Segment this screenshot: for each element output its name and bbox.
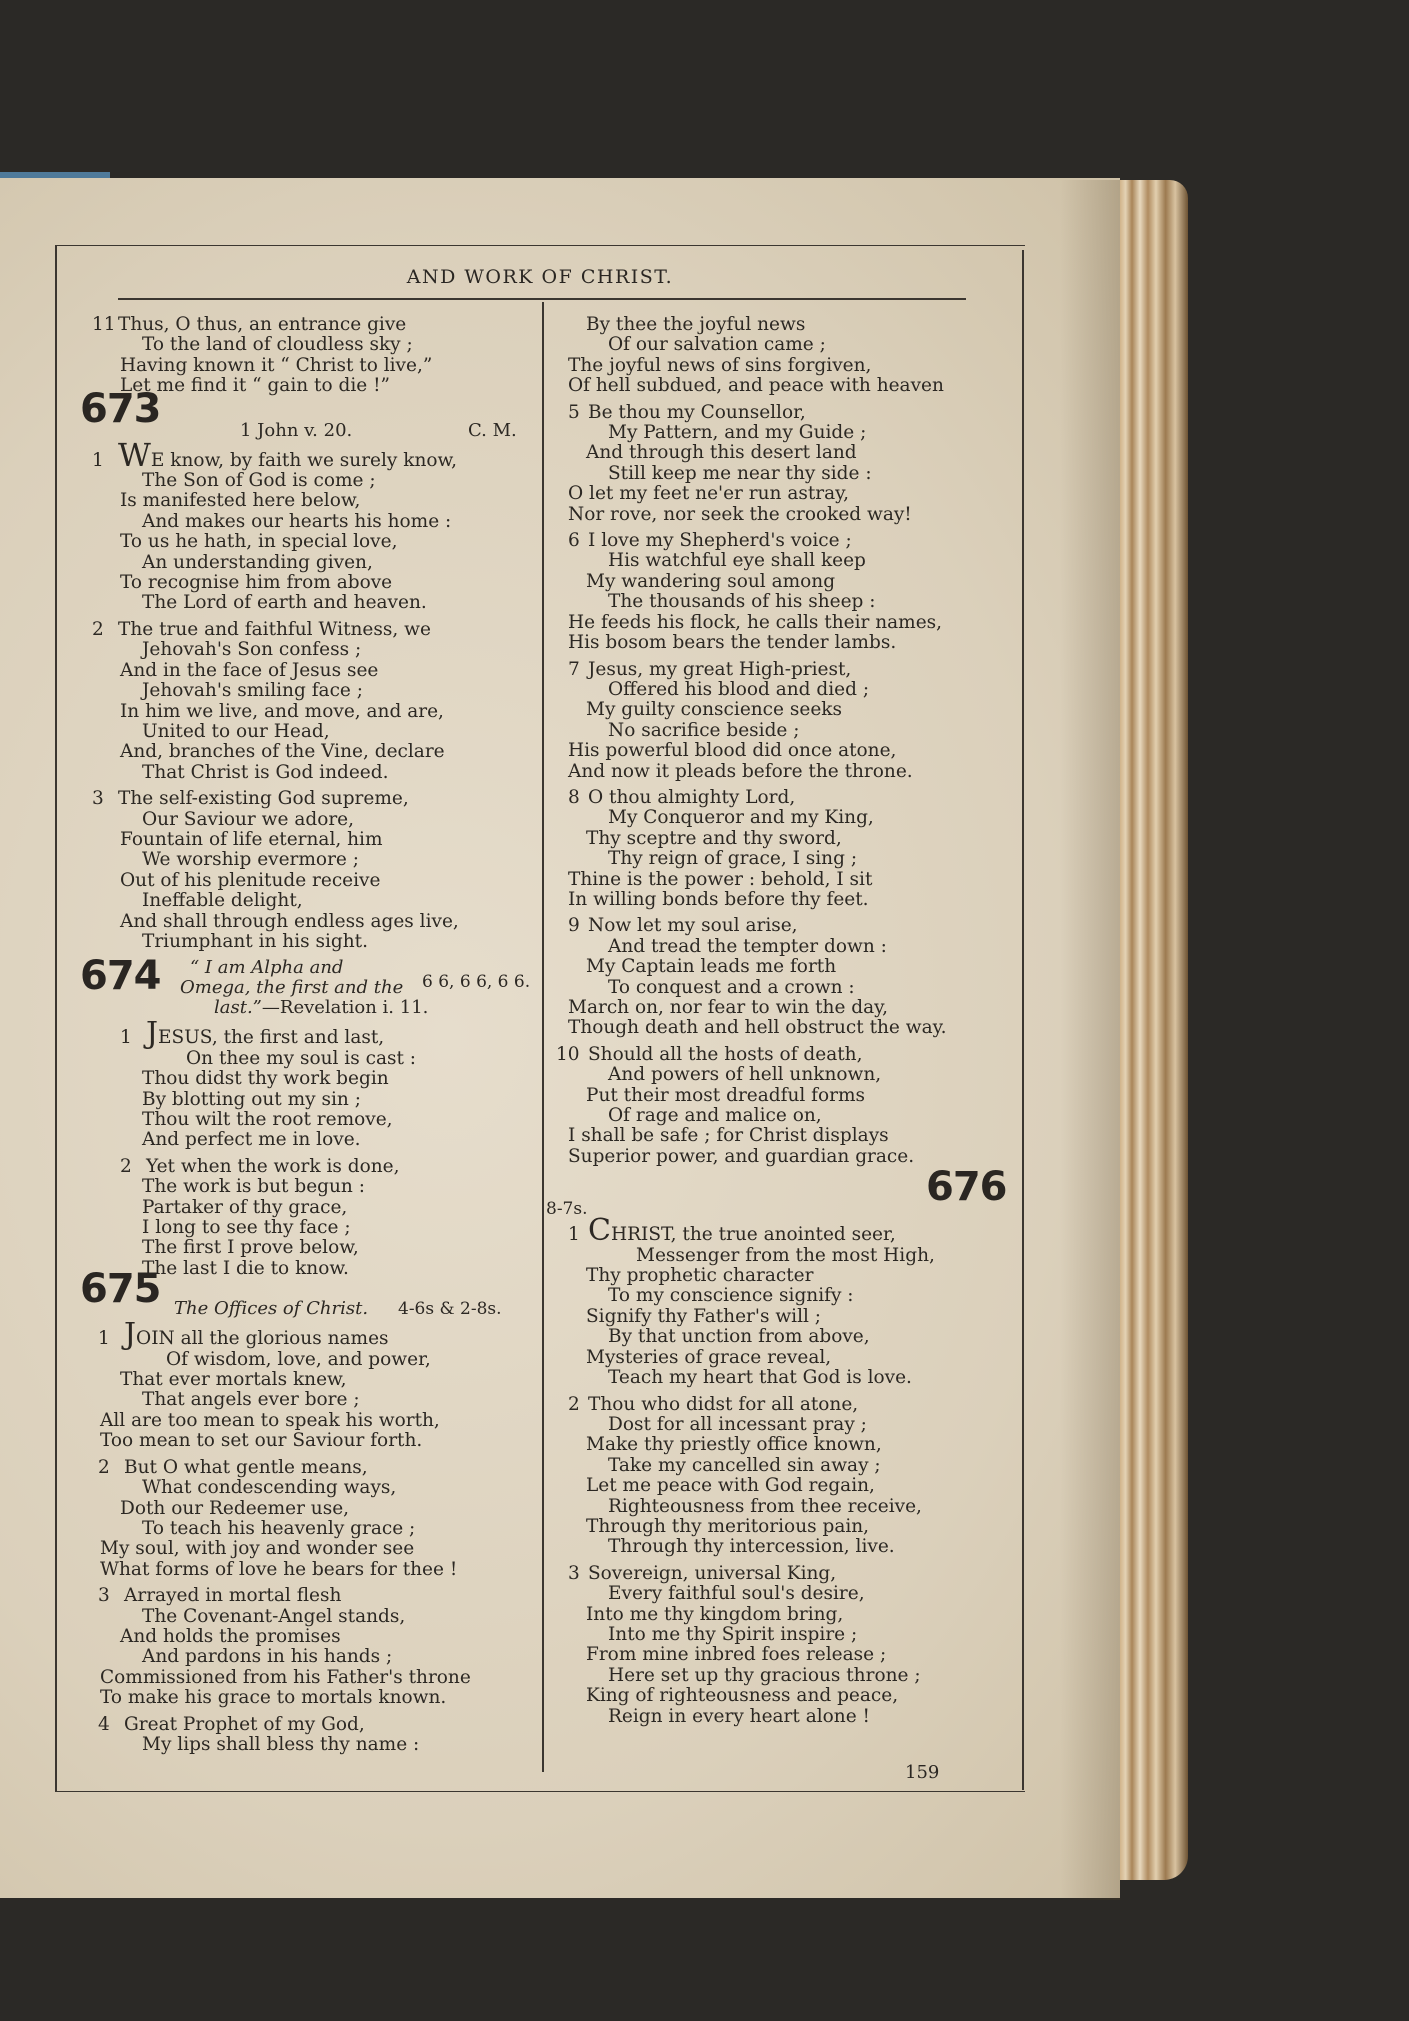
verse-line: To make his grace to mortals known. (100, 1687, 447, 1709)
verse-line: The work is but begun : (142, 1176, 365, 1198)
verse-line: United to our Head, (142, 720, 330, 742)
verse-first-line (80, 789, 540, 809)
verse-line: And now it pleads before the throne. (568, 760, 913, 782)
verse-number: 1 (92, 449, 104, 471)
verse-line: Superior power, and guardian grace. (568, 1145, 915, 1167)
verse-line: Of rage and malice on, (608, 1105, 822, 1127)
verse-line: The last I die to know. (142, 1257, 349, 1279)
verse-line: Righteousness from thee receive, (608, 1495, 922, 1517)
verse-line: O let my feet ne'er run astray, (568, 483, 850, 505)
hymn-673-verse-1 (80, 435, 540, 614)
left-column (80, 315, 540, 1761)
verse-line: The joyful news of sins forgiven, (568, 354, 872, 376)
hymn-meter: 8-7s. (546, 1199, 588, 1220)
verse-line: Doth our Redeemer use, (120, 1497, 350, 1519)
hymn-675-verse-2 (80, 1458, 540, 1580)
verse-line: We worship evermore ; (142, 849, 359, 871)
verse-first-line (556, 1213, 1006, 1249)
verse-first-line (80, 1715, 540, 1735)
verse-first-line (80, 435, 540, 474)
verse-number: 3 (98, 1585, 110, 1607)
verse-line: Jehovah's smiling face ; (142, 680, 363, 702)
verse-line: To conquest and a crown : (608, 976, 855, 998)
page-frame-right (1022, 250, 1024, 1790)
verse-line: Of wisdom, love, and power, (166, 1348, 431, 1370)
verse-line: He feeds his flock, he calls their names, (568, 611, 943, 633)
right-column (546, 314, 1007, 1733)
verse-number: 9 (568, 915, 580, 937)
verse-line: No sacrifice beside ; (608, 719, 800, 741)
verse-line: Every faithful soul's desire, (608, 1583, 865, 1605)
verse-line: The self-existing God supreme, (118, 788, 409, 810)
verse-line: HRIST, the true anointed seer, (610, 1224, 896, 1246)
verse-first-line (556, 660, 1006, 680)
verse-line: Reign in every heart alone ! (608, 1705, 870, 1727)
drop-capital: C (588, 1213, 611, 1249)
verse-line: Jesus, my great High-priest, (588, 658, 852, 680)
verse-line: What forms of love he bears for thee ! (100, 1558, 458, 1580)
hymn-675-verse-1 (80, 1317, 540, 1452)
verse-line: Arrayed in mortal flesh (124, 1585, 342, 1607)
scripture-quote: Omega, the first and the (180, 977, 404, 999)
hymn-674-header (80, 953, 540, 1024)
verse-line: And shall through endless ages live, (120, 910, 459, 932)
verse-line: To us he hath, in special love, (120, 531, 398, 553)
running-head: AND WORK OF CHRIST. (406, 266, 674, 288)
scripture-reference: 1 John v. 20. (240, 419, 353, 441)
verse-line: That angels ever bore ; (142, 1389, 360, 1411)
verse-line: Out of his plenitude receive (120, 869, 381, 891)
hymn-672-verse-11 (80, 315, 540, 397)
hymn-number: 674 (80, 953, 161, 1000)
verse-line: By blotting out my sin ; (142, 1088, 361, 1110)
verse-first-line (80, 1317, 540, 1353)
verse-number: 1 (98, 1328, 110, 1350)
verse-line: I long to see thy face ; (142, 1217, 351, 1239)
verse-line: Through thy meritorious pain, (586, 1515, 870, 1537)
verse-first-line (80, 1157, 540, 1177)
verse-line: Our Saviour we adore, (142, 808, 355, 830)
verse-line: Ineffable delight, (142, 890, 303, 912)
verse-number: 1 (120, 1027, 132, 1049)
verse-number: 4 (98, 1713, 110, 1735)
verse-line: I shall be safe ; for Christ displays (568, 1125, 889, 1147)
hymn-676-header (546, 1164, 1007, 1221)
verse-line: And perfect me in love. (142, 1129, 361, 1151)
hymn-meter: 6 6, 6 6, 6 6. (422, 972, 531, 993)
verse-line: And makes our hearts his home : (142, 510, 452, 532)
verse-line: And in the face of Jesus see (120, 659, 379, 681)
verse-line: Be thou my Counsellor, (588, 401, 806, 423)
verse-line: Of our salvation came ; (608, 334, 826, 356)
verse-line: Through thy intercession, live. (608, 1536, 895, 1558)
verse-line: And, branches of the Vine, declare (120, 741, 445, 763)
verse-line: Make thy priestly office known, (586, 1434, 882, 1456)
verse-line: And tread the tempter down : (608, 935, 887, 957)
verse-line: My Pattern, and my Guide ; (608, 422, 867, 444)
verse-line: And pardons in his hands ; (142, 1646, 393, 1668)
hymn-674-verse-1 (80, 1016, 540, 1151)
verse-line: My wandering soul among (586, 570, 836, 592)
verse-line: King of righteousness and peace, (586, 1685, 899, 1707)
hymn-number: 676 (926, 1164, 1007, 1211)
verse-line: Now let my soul arise, (588, 915, 798, 937)
verse-line: And powers of hell unknown, (608, 1064, 882, 1086)
verse-first-line (80, 1586, 540, 1606)
verse-line: My Conqueror and my King, (608, 807, 874, 829)
scripture-reference: —Revelation i. 11. (261, 997, 429, 1019)
hymn-675-verse-4 (80, 1715, 540, 1756)
verse-number: 2 (568, 1393, 580, 1415)
verse-line: The true and faithful Witness, we (118, 618, 431, 640)
hymn-number: 673 (80, 385, 161, 432)
verse-line: Partaker of thy grace, (142, 1196, 348, 1218)
verse-line: E know, by faith we surely know, (150, 449, 458, 471)
verse-line: Let me peace with God regain, (586, 1475, 875, 1497)
verse-line: Take my cancelled sin away ; (608, 1454, 881, 1476)
verse-line: Triumphant in his sight. (142, 930, 368, 952)
verse-line: Thou who didst for all atone, (588, 1393, 859, 1415)
verse-first-line (80, 315, 540, 335)
verse-number: 11 (92, 314, 116, 335)
hymn-meter: 4-6s & 2-8s. (398, 1299, 502, 1320)
verse-line: On thee my soul is cast : (186, 1047, 417, 1069)
verse-line: Offered his blood and died ; (608, 678, 870, 700)
hymn-675-verse-7 (556, 660, 1006, 782)
verse-number: 2 (120, 1155, 132, 1177)
verse-first-line (556, 1395, 1006, 1415)
verse-line: Jehovah's Son confess ; (142, 639, 362, 661)
column-divider (542, 302, 544, 1772)
verse-line: My Captain leads me forth (586, 956, 837, 978)
verse-line: Signify thy Father's will ; (586, 1305, 822, 1327)
verse-line: Nor rove, nor seek the crooked way! (568, 503, 912, 525)
verse-line: Teach my heart that God is love. (608, 1367, 912, 1389)
verse-line: All are too mean to speak his worth, (100, 1409, 440, 1431)
hymn-number: 675 (80, 1266, 161, 1313)
verse-first-line (556, 788, 1006, 808)
hymn-676-verse-2 (556, 1395, 1006, 1558)
verse-line: Having known it “ Christ to live,” (120, 354, 433, 376)
verse-line: Though death and hell obstruct the way. (568, 1017, 947, 1039)
hymn-675-verse-5 (556, 403, 1006, 525)
verse-line: In willing bonds before thy feet. (568, 888, 869, 910)
verse-line: Thine is the power : behold, I sit (568, 868, 873, 890)
scripture-quote: “ I am Alpha and (190, 957, 344, 979)
verse-first-line (556, 1564, 1006, 1584)
verse-line: To teach his heavenly grace ; (142, 1517, 416, 1539)
verse-line: Yet when the work is done, (146, 1155, 400, 1177)
verse-line: My lips shall bless thy name : (142, 1733, 420, 1755)
verse-line: Thus, O thus, an entrance give (118, 314, 407, 335)
verse-number: 5 (568, 401, 580, 423)
head-rule (118, 298, 966, 300)
verse-line: Fountain of life eternal, him (120, 828, 383, 850)
verse-line: The Covenant-Angel stands, (142, 1605, 406, 1627)
verse-first-line (80, 1458, 540, 1478)
verse-line: That ever mortals knew, (120, 1369, 347, 1391)
verse-first-line (80, 620, 540, 640)
verse-line: My soul, with joy and wonder see (100, 1538, 415, 1560)
verse-line: Thou didst thy work begin (142, 1068, 389, 1090)
verse-line: Dost for all incessant pray ; (608, 1413, 867, 1435)
verse-line: Too mean to set our Saviour forth. (100, 1430, 423, 1452)
verse-line: Is manifested here below, (120, 490, 361, 512)
verse-line: Let me find it “ gain to die !” (120, 375, 390, 397)
verse-line: Thy prophetic character (586, 1265, 814, 1287)
page-shadow (1060, 180, 1120, 1900)
hymn-673-verse-2 (80, 620, 540, 783)
verse-line: I love my Shepherd's voice ; (588, 530, 852, 552)
verse-line: Thou wilt the root remove, (142, 1109, 393, 1130)
verse-number: 3 (92, 788, 104, 810)
hymn-676-verse-1 (556, 1213, 1006, 1389)
hymn-673-verse-3 (80, 789, 540, 952)
verse-line: ESUS, the first and last, (158, 1027, 385, 1049)
verse-line: Here set up thy gracious throne ; (608, 1664, 921, 1686)
page-number: 159 (905, 1762, 940, 1783)
verse-line: And holds the promises (120, 1625, 341, 1647)
verse-number: 6 (568, 530, 580, 552)
verse-line: But O what gentle means, (124, 1456, 368, 1478)
hymn-675-verse-10 (556, 1045, 1006, 1167)
verse-line: Thy reign of grace, I sing ; (608, 848, 858, 870)
verse-number: 10 (556, 1043, 580, 1065)
verse-line: My guilty conscience seeks (586, 699, 842, 721)
verse-first-line (80, 1016, 540, 1052)
verse-first-line (556, 403, 1006, 423)
scripture-quote: last.” (214, 997, 262, 1019)
verse-line: Should all the hosts of death, (588, 1043, 863, 1065)
verse-line: His powerful blood did once atone, (568, 740, 897, 762)
verse-number: 7 (568, 658, 580, 680)
verse-number: 8 (568, 786, 580, 808)
drop-capital: W (118, 435, 151, 474)
verse-line: What condescending ways, (142, 1477, 397, 1499)
hymn-676-verse-3 (556, 1564, 1006, 1727)
verse-number: 2 (98, 1456, 110, 1478)
verse-first-line (556, 1045, 1006, 1065)
verse-line: The Son of God is come ; (142, 470, 376, 492)
verse-line: The thousands of his sheep : (608, 591, 876, 613)
hymn-675-verse-3 (80, 1586, 540, 1708)
page-edges (1108, 180, 1188, 1880)
verse-line: Messenger from the most High, (636, 1244, 935, 1266)
drop-capital: J (124, 1317, 137, 1353)
verse-first-line (556, 916, 1006, 936)
verse-line: Commissioned from his Father's throne (100, 1666, 471, 1688)
verse-first-line (556, 531, 1006, 551)
verse-line: That Christ is God indeed. (142, 761, 389, 783)
verse-line: Into me thy kingdom bring, (586, 1603, 844, 1625)
verse-line: The Lord of earth and heaven. (142, 592, 427, 614)
verse-line: By thee the joyful news (586, 314, 806, 335)
verse-line: March on, nor fear to win the day, (568, 997, 889, 1018)
hymn-meter: C. M. (468, 419, 517, 441)
hymn-675-verse-8 (556, 788, 1006, 910)
hymn-title: The Offices of Christ. (174, 1298, 369, 1320)
verse-line: O thou almighty Lord, (588, 786, 796, 808)
verse-line: To recognise him from above (120, 572, 393, 594)
verse-line: To the land of cloudless sky ; (142, 334, 413, 356)
verse-line: Into me thy Spirit inspire ; (608, 1623, 858, 1645)
verse-line: The first I prove below, (142, 1237, 359, 1259)
verse-line: An understanding given, (142, 551, 373, 573)
verse-line: Still keep me near thy side : (608, 462, 872, 484)
verse-line: By that unction from above, (608, 1326, 870, 1348)
verse-line: OIN all the glorious names (136, 1328, 389, 1350)
hymn-675-verse-9 (556, 916, 1006, 1038)
verse-line: Put their most dreadful forms (586, 1084, 866, 1106)
verse-line: His watchful eye shall keep (608, 550, 866, 572)
verse-number: 3 (568, 1562, 580, 1584)
hymn-675-verse-6 (556, 531, 1006, 653)
verse-line: Great Prophet of my God, (124, 1713, 365, 1735)
verse-line: Thy sceptre and thy sword, (586, 827, 842, 849)
verse-number: 1 (568, 1224, 580, 1246)
drop-capital: J (146, 1016, 159, 1052)
hymn-675-verse-4-continued (556, 315, 1006, 397)
verse-line: From mine inbred foes release ; (586, 1644, 887, 1666)
verse-line: Of hell subdued, and peace with heaven (568, 375, 944, 397)
verse-line: To my conscience signify : (608, 1285, 854, 1307)
verse-line: Sovereign, universal King, (588, 1562, 837, 1584)
verse-line: In him we live, and move, and are, (120, 700, 444, 722)
verse-line: His bosom bears the tender lambs. (568, 632, 897, 654)
verse-number: 2 (92, 618, 104, 640)
verse-line: Mysteries of grace reveal, (586, 1346, 832, 1368)
hymn-674-verse-2 (80, 1157, 540, 1279)
verse-line: And through this desert land (586, 442, 857, 464)
